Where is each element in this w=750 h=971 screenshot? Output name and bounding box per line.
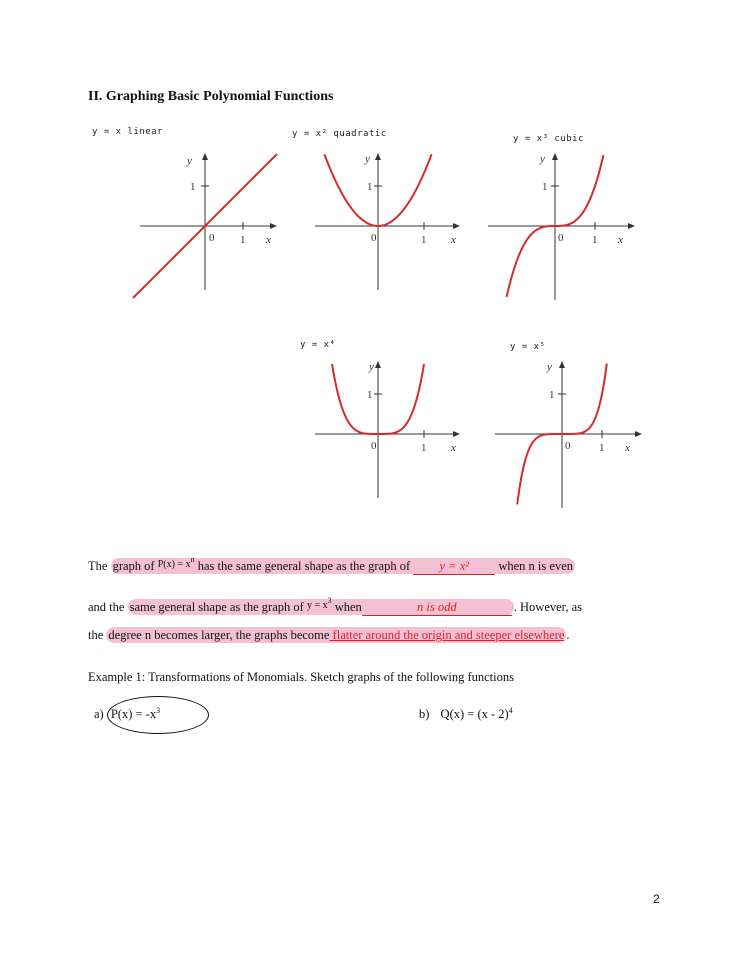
section-title: II. Graphing Basic Polynomial Functions <box>88 89 334 104</box>
paragraph-line-2: and the same general shape as the graph of $^{y = x^3}$ when n is odd . However, as <box>88 596 583 614</box>
graph-label-cubic: y = x³ cubic <box>513 134 585 144</box>
graph-linear <box>130 150 280 300</box>
answer-flatter: flatter around the origin and steeper elsewhere <box>329 628 565 642</box>
origin-label: 0 <box>565 440 571 452</box>
phrase-graph-of: graph of <box>112 559 155 573</box>
x-tick-one: 1 <box>592 234 598 246</box>
graph-quartic <box>303 358 463 508</box>
axis-x-label: x <box>451 234 456 246</box>
phrase-degree: degree n becomes larger, the graphs become <box>108 628 330 642</box>
graph-label-linear: y = x linear <box>92 127 164 137</box>
origin-label: 0 <box>371 440 377 452</box>
phrase-same-shape: same general shape as the graph of <box>129 600 304 614</box>
graph-label-quadratic: y = x² quadratic <box>292 129 387 139</box>
y-tick-one: 1 <box>190 181 196 193</box>
axis-y-label: y <box>187 155 192 167</box>
x-tick-one: 1 <box>421 234 427 246</box>
part-b-function: Q(x) = (x - 2)$^4$ <box>440 706 513 721</box>
y-tick-one: 1 <box>367 181 373 193</box>
origin-label: 0 <box>371 232 377 244</box>
graph-label-x4: y = x⁴ <box>300 340 336 350</box>
part-b-label: b) <box>419 707 430 721</box>
example-heading: Example 1: Transformations of Monomials. Sketch graphs of the following functions <box>88 670 514 684</box>
part-a-label: a) <box>94 707 104 721</box>
graph-label-x5: y = x⁵ <box>510 342 546 352</box>
part-a-function: $P(x) = -x^3$ <box>110 706 161 721</box>
formula-yx3: y = x3 <box>306 596 332 611</box>
x-tick-one: 1 <box>240 234 246 246</box>
axis-x-label: x <box>625 442 630 454</box>
origin-label: 0 <box>558 232 564 244</box>
circle-annotation <box>107 696 209 734</box>
y-tick-one: 1 <box>549 389 555 401</box>
axis-x-label: x <box>618 234 623 246</box>
paragraph-line-1: The graph of $^{P(x) = x^n}$ has the same general shape as the graph of y = x² when n is even <box>88 555 573 573</box>
y-tick-one: 1 <box>367 389 373 401</box>
part-b <box>419 706 513 722</box>
axis-y-label: y <box>365 153 370 165</box>
axis-y-label: y <box>369 361 374 373</box>
x-tick-one: 1 <box>421 442 427 454</box>
graph-cubic <box>480 150 640 310</box>
origin-label: 0 <box>209 232 215 244</box>
axis-x-label: x <box>266 234 271 246</box>
axis-x-label: x <box>451 442 456 454</box>
page-number: 2 <box>653 892 660 906</box>
y-tick-one: 1 <box>542 181 548 193</box>
graph-quadratic <box>303 150 463 300</box>
axis-y-label: y <box>540 153 545 165</box>
answer-even: y = x² <box>439 559 469 573</box>
x-tick-one: 1 <box>599 442 605 454</box>
answer-odd: n is odd <box>416 600 457 614</box>
axis-y-label: y <box>547 361 552 373</box>
formula-pxn: P(x) = xn <box>157 555 195 570</box>
paragraph-line-3: the degree n becomes larger, the graphs become flatter around the origin and steeper elsewhere . <box>88 628 570 642</box>
graph-quintic <box>487 358 647 518</box>
